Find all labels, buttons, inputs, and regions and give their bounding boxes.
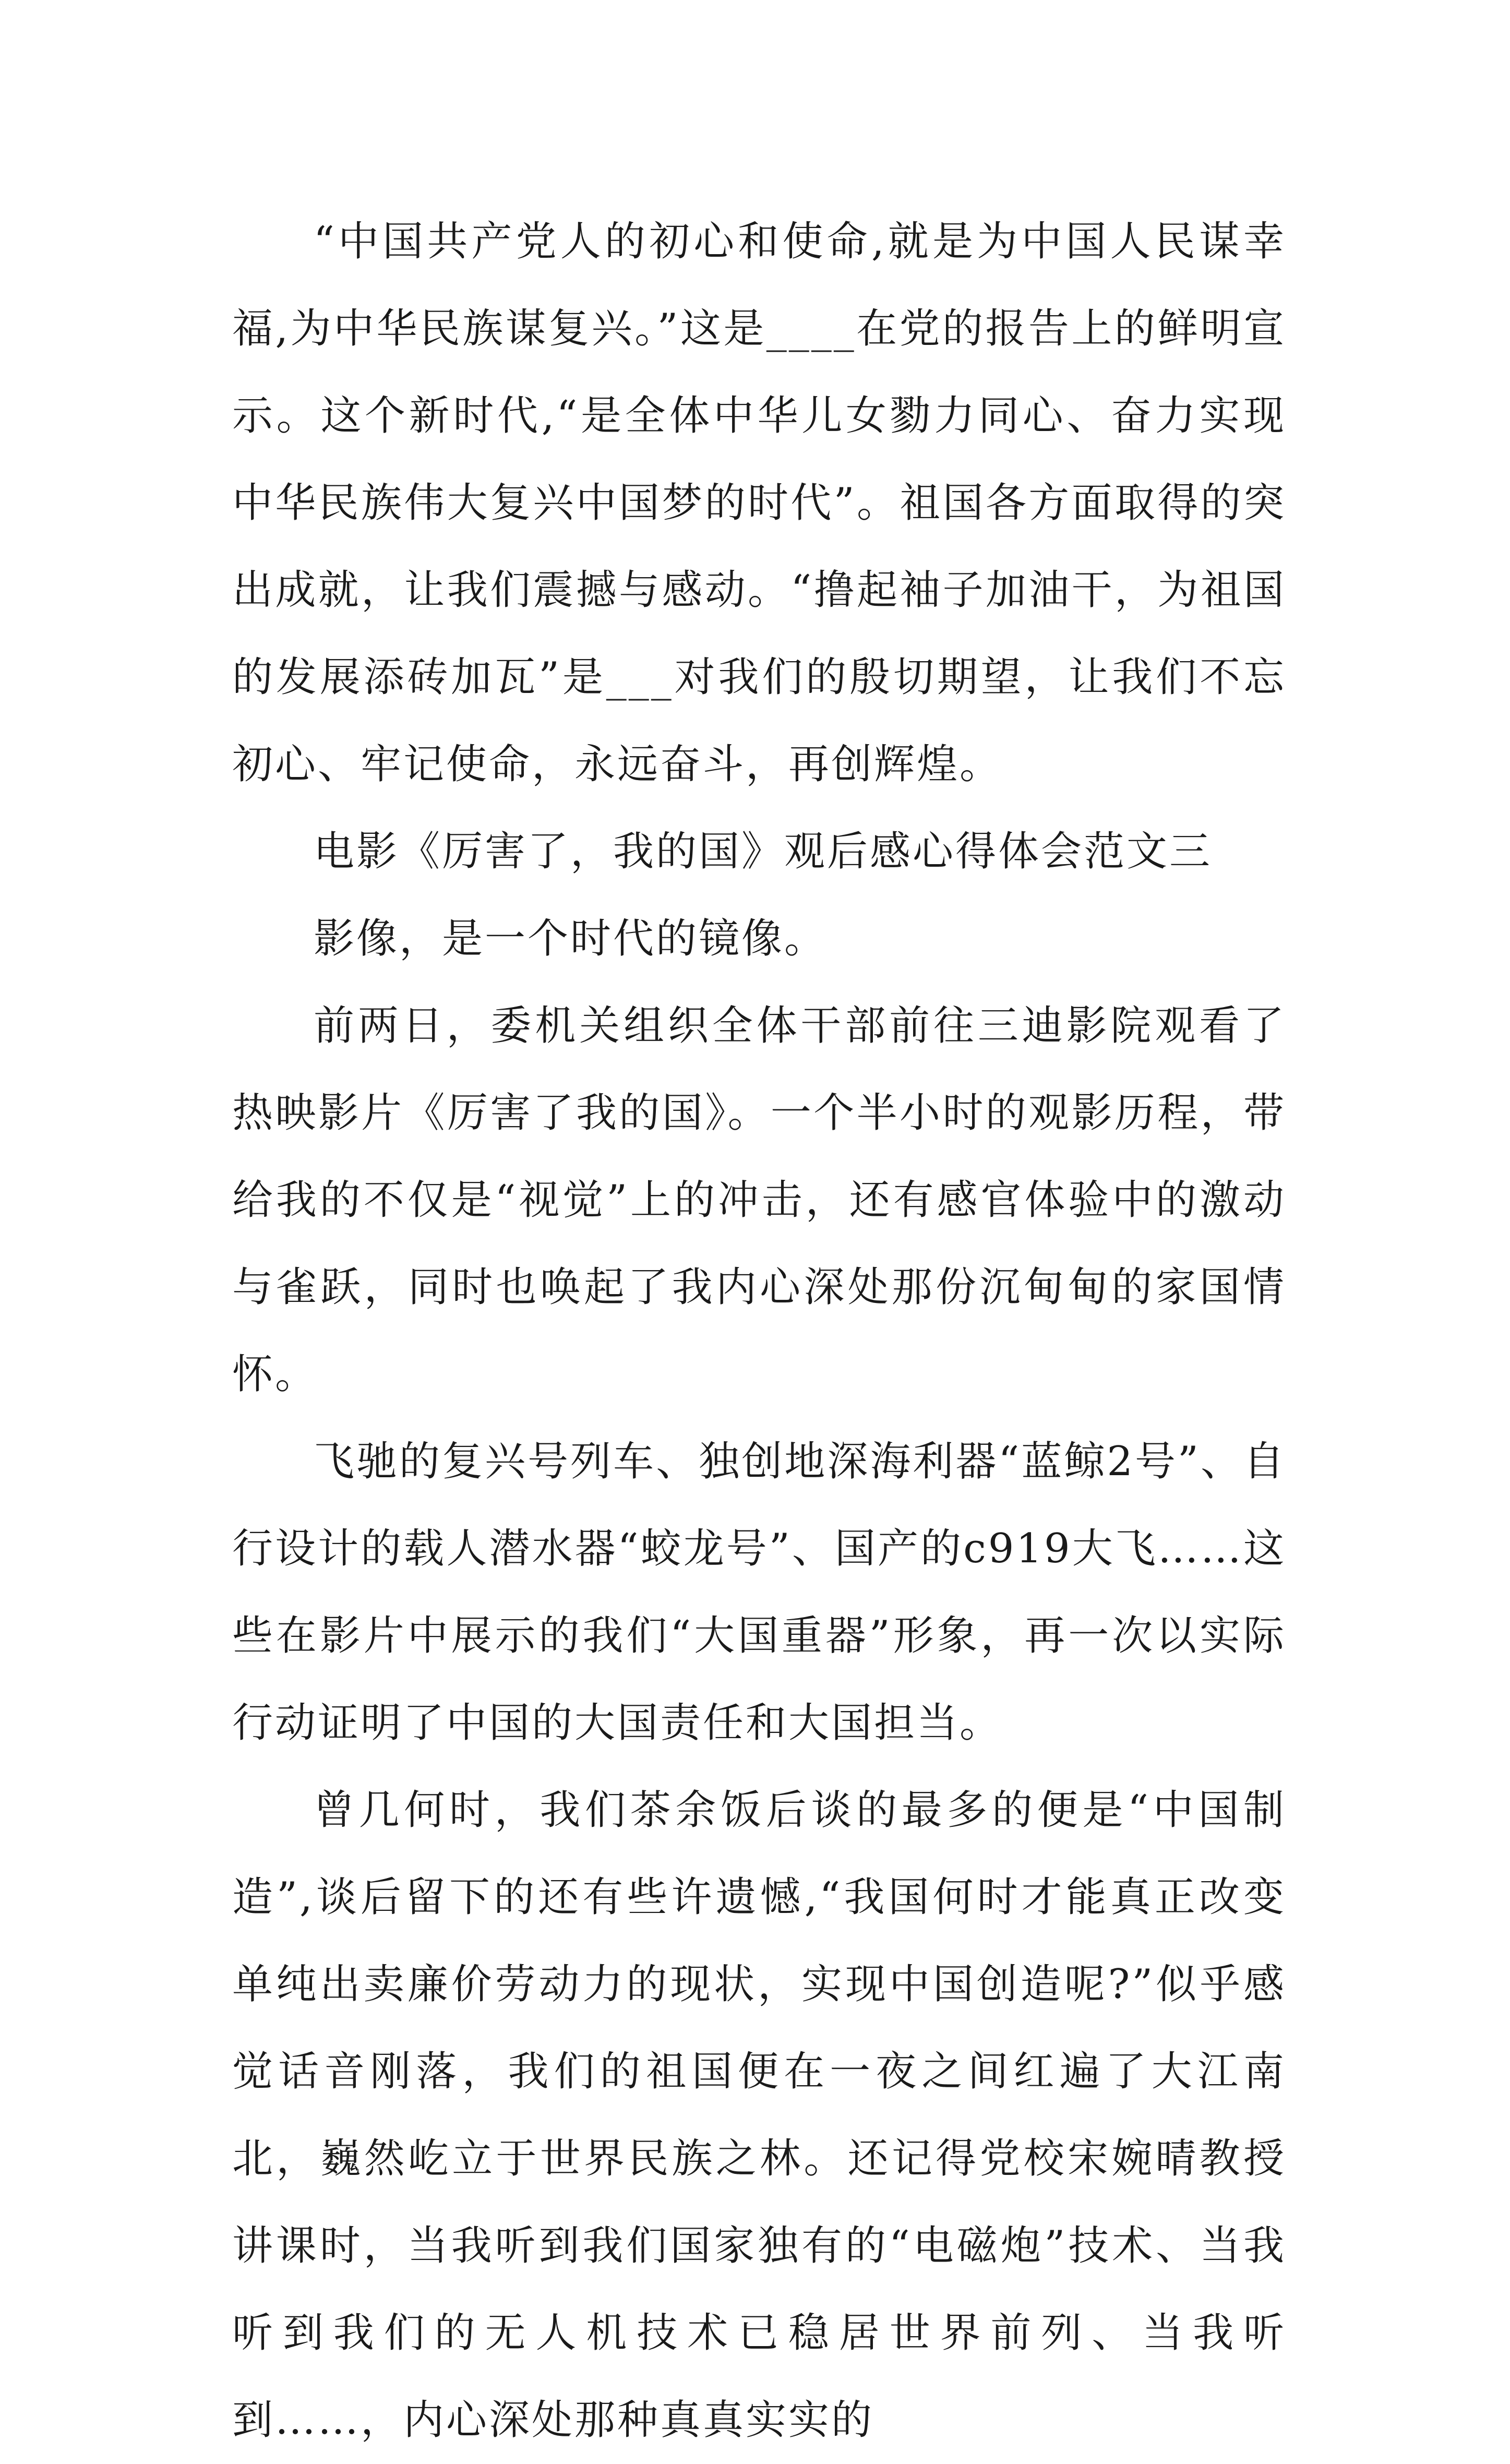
paragraph-initial-mission: “中国共产党人的初心和使命,就是为中国人民谋幸福,为中华民族谋复兴。”这是____在党的报告上的鲜明宣示。这个新时代,“是全体中华儿女勠力同心、奋力实现中华民族伟大复兴中国梦的时代”。祖国各方面取得的突出成就，让我们震撼与感动。“撸起袖子加油干，为祖国的发展添砖加瓦”是___对我们的殷切期望，让我们不忘初心、牢记使命，永远奋斗，再创辉煌。 [232, 218, 1286, 788]
document-body [232, 198, 1286, 2464]
paragraph-made-in-china: 曾几何时，我们茶余饭后谈的最多的便是“中国制造”,谈后留下的还有些许遗憾,“我国何时才能真正改变单纯出卖廉价劳动力的现状，实现中国创造呢?”似乎感觉话音刚落，我们的祖国便在一夜之间红遍了大江南北，巍然屹立于世界民族之林。还记得党校宋婉晴教授讲课时，当我听到我们国家独有的“电磁炮”技术、当我听到我们的无人机技术已稳居世界前列、当我听到……，内心深处那种真真实实的 [232, 1787, 1286, 2444]
paragraph-image-era: 影像，是一个时代的镜像。 [314, 915, 828, 962]
paragraph-major-equipment: 飞驰的复兴号列车、独创地深海利器“蓝鲸2号”、自行设计的载人潜水器“蛟龙号”、国产的c919大飞……这些在影片中展示的我们“大国重器”形象，再一次以实际行动证明了中国的大国责任和大国担当。 [232, 1438, 1286, 1747]
section-heading: 电影《厉害了，我的国》观后感心得体会范文三 [314, 828, 1213, 875]
paragraph-viewing: 前两日，委机关组织全体干部前往三迪影院观看了热映影片《厉害了我的国》。一个半小时的观影历程，带给我的不仅是“视觉”上的冲击，还有感官体验中的激动与雀跃，同时也唤起了我内心深处那份沉甸甸的家国情怀。 [232, 1002, 1286, 1398]
